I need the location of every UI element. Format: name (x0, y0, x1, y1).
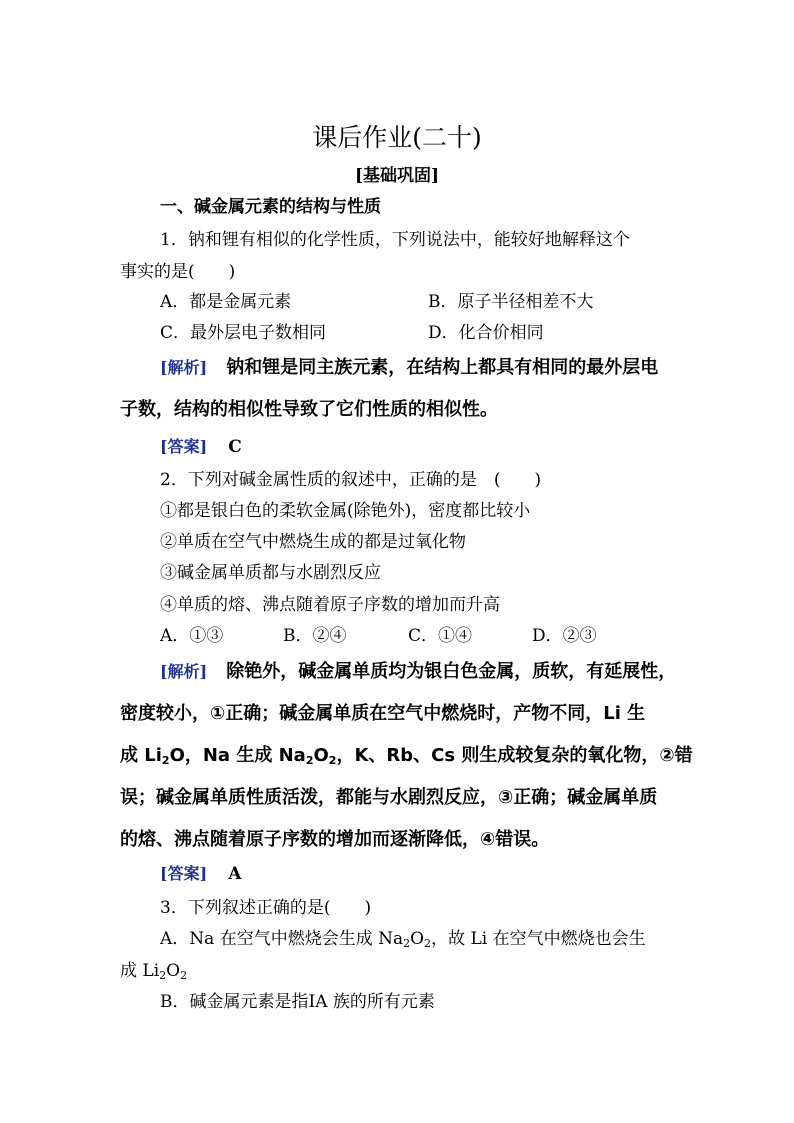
answer-value: C (228, 437, 242, 457)
q2-option-c: C．①④ (408, 626, 473, 646)
q1-stem-line1: 1．钠和锂有相似的化学性质，下列说法中，能较好地解释这个 (160, 230, 630, 250)
q1-option-c: C．最外层电子数相同 (160, 323, 327, 343)
section-heading: 一、碱金属元素的结构与性质 (160, 197, 381, 217)
text-segment: O，Na 生成 Na (169, 745, 306, 766)
analysis-text: 除铯外，碱金属单质均为银白色金属，质软，有延展性， (226, 661, 677, 682)
q1-analysis-line2: 子数，结构的相似性导致了它们性质的相似性。 (120, 399, 498, 420)
subscript: 2 (159, 969, 167, 982)
answer-tag: [答案] (160, 437, 208, 456)
q1-analysis-line1 (160, 353, 658, 379)
analysis-tag: [解析] (160, 358, 208, 377)
answer-value: A (228, 864, 242, 884)
text-segment: O (410, 929, 425, 949)
q1-option-d: D．化合价相同 (428, 323, 544, 343)
q2-analysis-line1 (160, 657, 676, 683)
q1-stem-line2: 事实的是( ) (120, 262, 236, 282)
q2-option-b: B．②④ (283, 626, 347, 646)
subscript: 2 (305, 754, 314, 767)
text-segment: A．Na 在空气中燃烧会生成 Na (160, 929, 404, 949)
subscript: 2 (424, 937, 432, 950)
q3-option-a-line2 (120, 956, 187, 981)
q3-option-a-line1 (160, 924, 646, 949)
q2-analysis-line5: 的熔、沸点随着原子序数的增加而逐渐降低，④错误。 (120, 829, 550, 850)
text-segment: O (166, 961, 181, 981)
q2-analysis-line2: 密度较小，①正确；碱金属单质在空气中燃烧时，产物不同，Li 生 (120, 703, 646, 724)
q2-option-a: A．①③ (160, 626, 224, 646)
analysis-tag: [解析] (160, 662, 208, 681)
subscript: 2 (180, 969, 188, 982)
analysis-text: 钠和锂是同主族元素，在结构上都具有相同的最外层电 (226, 357, 659, 378)
q1-option-a: A．都是金属元素 (160, 292, 292, 312)
q2-analysis-line3 (120, 741, 693, 767)
text-segment: 成 Li (120, 745, 162, 766)
q2-item-3: ③碱金属单质都与水剧烈反应 (160, 563, 381, 583)
q1-option-b: B．原子半径相差不大 (428, 292, 594, 312)
text-segment: ，故 Li 在空气中燃烧也会生 (431, 929, 646, 949)
q2-item-1: ①都是银白色的柔软金属(除铯外)，密度都比较小 (160, 501, 531, 521)
q3-option-b: B．碱金属元素是指ⅠA 族的所有元素 (160, 992, 435, 1012)
subscript: 2 (161, 754, 170, 767)
q1-answer (160, 434, 242, 457)
text-segment: ，K、Rb、Cs 则生成较复杂的氧化物，②错 (336, 745, 693, 766)
text-segment: O (313, 745, 329, 766)
q2-stem: 2．下列对碱金属性质的叙述中，正确的是 ( ) (160, 470, 542, 490)
q2-answer (160, 861, 241, 884)
answer-tag: [答案] (160, 864, 208, 883)
q2-option-d: D．②③ (532, 626, 597, 646)
page-title: 课后作业(二十) (312, 123, 482, 152)
subscript: 2 (403, 937, 411, 950)
q2-analysis-line4: 误；碱金属单质性质活泼，都能与水剧烈反应，③正确；碱金属单质 (120, 787, 658, 808)
q2-item-2: ②单质在空气中燃烧生成的都是过氧化物 (160, 532, 466, 552)
text-segment: 成 Li (120, 961, 160, 981)
q2-item-4: ④单质的熔、沸点随着原子序数的增加而升高 (160, 595, 500, 615)
q3-stem: 3．下列叙述正确的是( ) (160, 898, 372, 918)
subscript: 2 (328, 754, 337, 767)
section-subtitle: [基础巩固] (354, 166, 440, 186)
